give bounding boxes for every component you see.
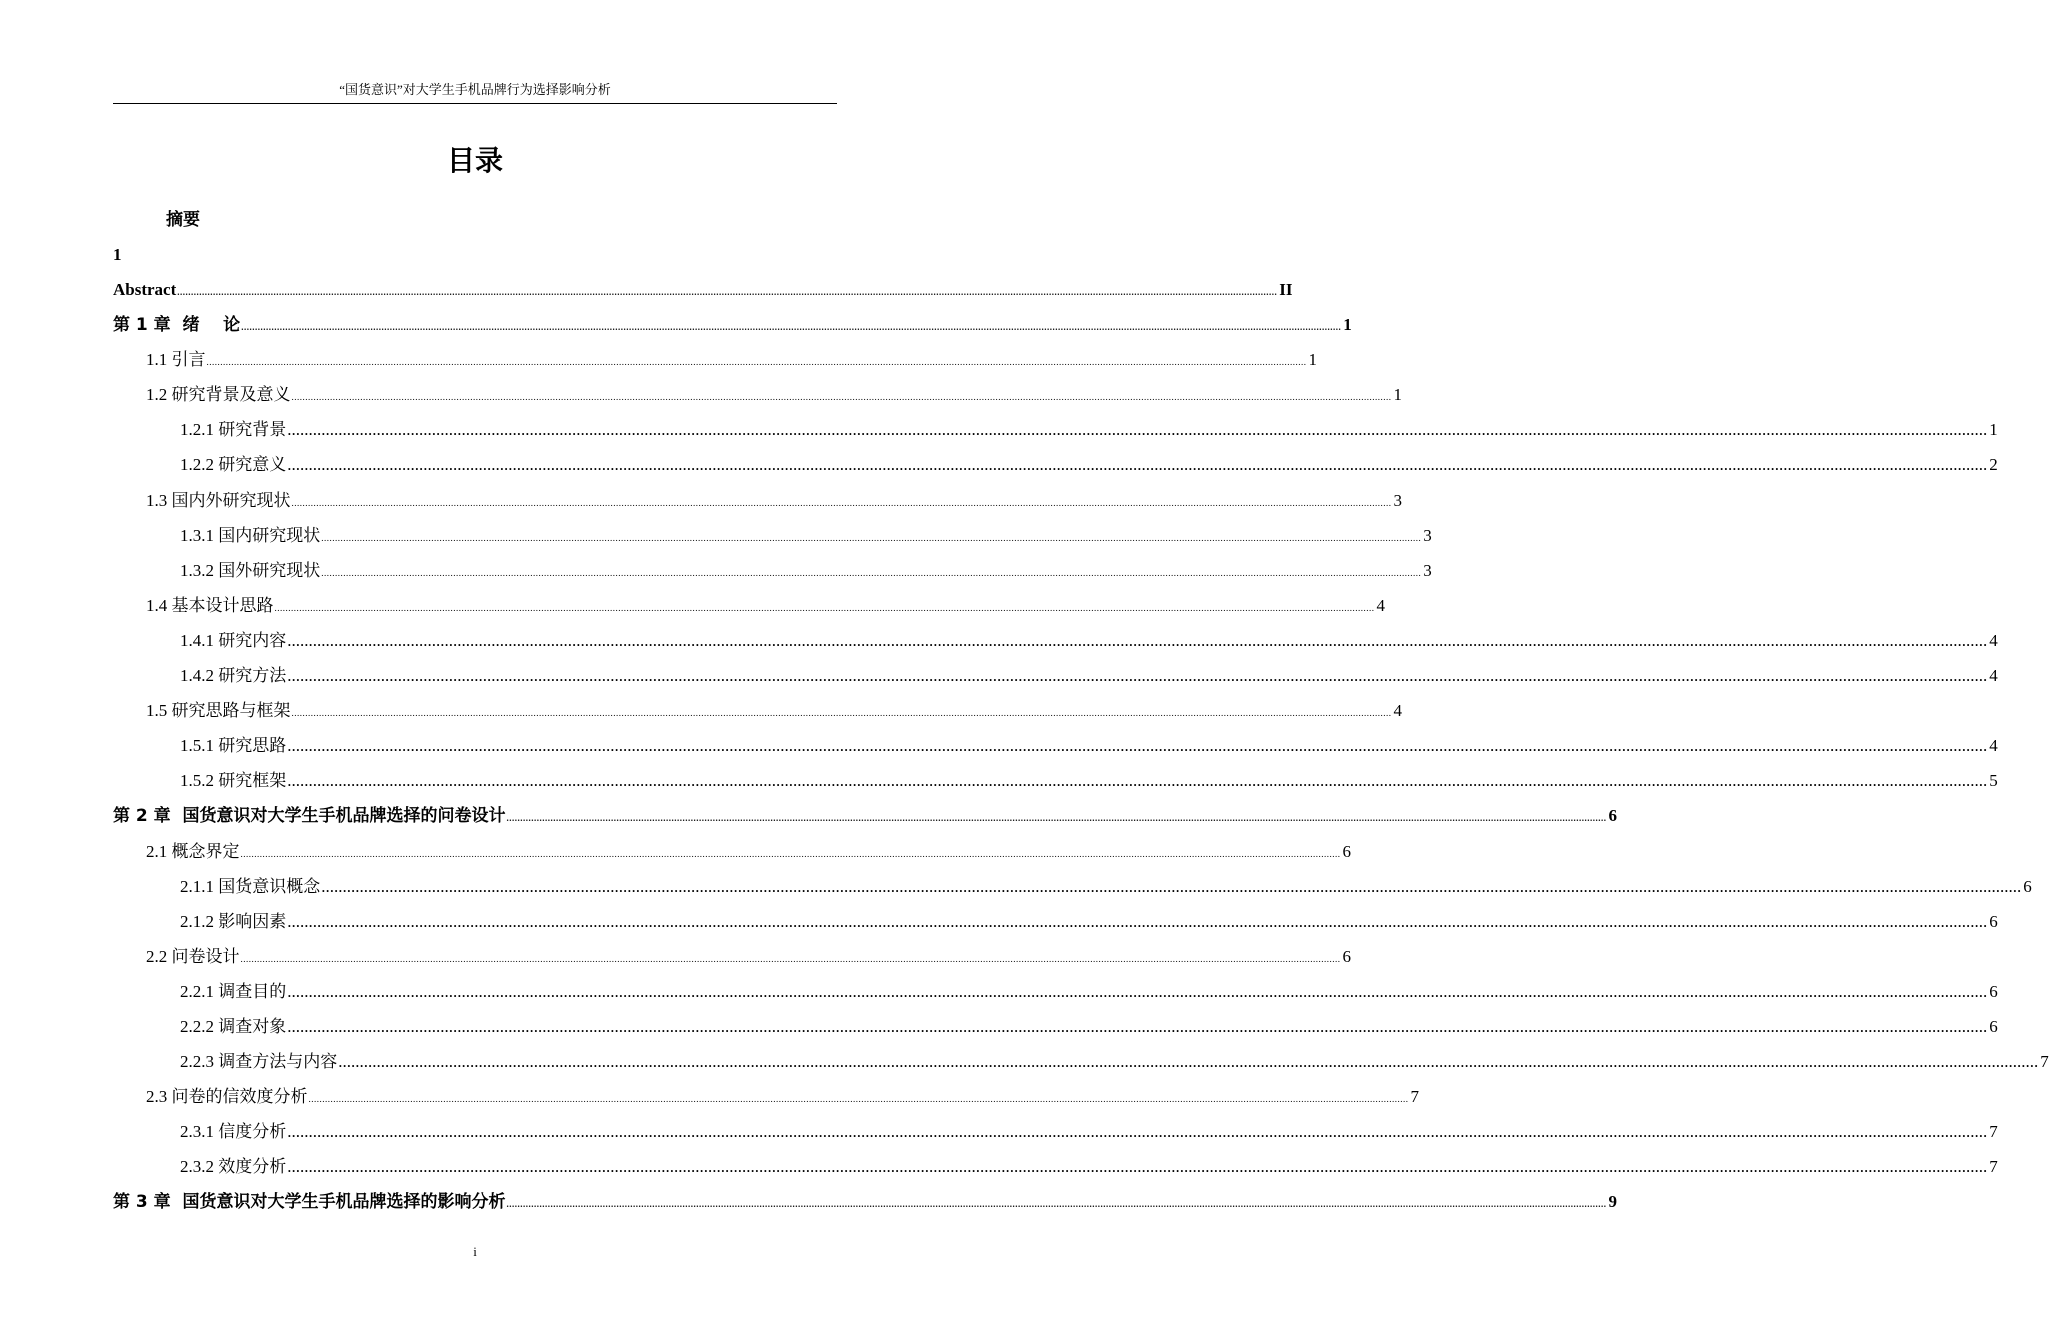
toc-entry-page: 9 [1608,1192,1618,1212]
header-divider [113,103,837,104]
toc-entry-label: 2.3 问卷的信效度分析 [146,1087,308,1107]
toc-entry[interactable] [113,1190,1618,1225]
toc-entry[interactable] [113,629,1998,664]
toc-entry-page: 6 [1989,981,1998,1001]
toc-dot-leader: ................................................................................................................................................................................................................................................................................................................................................................................................................ [287,1157,1988,1177]
toc-dot-leader: ................................................................................................................................................................................................................................................................................................................................................................................................................ [287,666,1988,686]
toc-dot-leader: ................................................................................................................................................................................................................................................................................................................................................................................................................ [287,981,1988,1001]
toc-entry[interactable] [113,453,1998,488]
toc-entry[interactable] [113,383,1402,418]
toc-entry-label: 1.3.1 国内研究现状 [180,525,321,545]
toc-entry-page: 5 [1989,771,1998,791]
toc-entry-label: 1.5.2 研究框架 [180,771,287,791]
toc-dot-leader: ................................................................................................................................................................................................................................................................................................................................................................................................................ [274,602,1375,613]
toc-entry-page: 4 [1989,630,1998,650]
toc-entry[interactable] [113,769,1998,804]
toc-entry-label: 1.2.1 研究背景 [180,420,287,440]
toc-dot-leader: ................................................................................................................................................................................................................................................................................................................................................................................................................ [287,1122,1988,1142]
toc-entry-label: 1.2.2 研究意义 [180,455,287,475]
toc-entry-label: 1.3 国内外研究现状 [146,490,291,510]
toc-dot-leader: ................................................................................................................................................................................................................................................................................................................................................................................................................ [241,322,1342,333]
toc-dot-leader: ................................................................................................................................................................................................................................................................................................................................................................................................................ [240,848,1341,859]
toc-entry-page: 7 [1410,1087,1419,1107]
toc-dot-leader: ................................................................................................................................................................................................................................................................................................................................................................................................................ [206,357,1307,368]
toc-entry[interactable] [113,524,1432,559]
toc-entry-page: 3 [1393,490,1402,510]
toc-entry-page: II [1279,280,1293,299]
toc-dot-leader: ................................................................................................................................................................................................................................................................................................................................................................................................................ [177,287,1278,297]
toc-entry-label: 2.2.3 调查方法与内容 [180,1052,338,1072]
toc-entry-page: 7 [1989,1157,1998,1177]
toc-dot-leader: ................................................................................................................................................................................................................................................................................................................................................................................................................ [287,630,1988,650]
toc-dot-leader: ................................................................................................................................................................................................................................................................................................................................................................................................................ [506,813,1607,824]
toc-dot-leader: ................................................................................................................................................................................................................................................................................................................................................................................................................ [287,420,1988,440]
toc-entry[interactable] [113,489,1402,524]
toc-entry[interactable] [113,875,2032,910]
toc-entry[interactable] [113,559,1432,594]
toc-entry-page: 4 [1376,595,1385,615]
toc-entry[interactable] [113,840,1351,875]
toc-dot-leader: ................................................................................................................................................................................................................................................................................................................................................................................................................ [506,1199,1607,1210]
toc-dot-leader: ................................................................................................................................................................................................................................................................................................................................................................................................................ [240,953,1341,964]
table-of-contents [113,278,2049,1226]
toc-entry-page: 4 [1393,701,1402,721]
toc-dot-leader: ................................................................................................................................................................................................................................................................................................................................................................................................................ [291,392,1392,403]
toc-entry-label: 2.3.1 信度分析 [180,1122,287,1142]
toc-entry-label: 1.5 研究思路与框架 [146,701,291,721]
toc-entry-page: 6 [1608,806,1618,826]
toc-entry[interactable] [113,594,1385,629]
toc-entry[interactable] [113,734,1998,769]
toc-entry[interactable] [113,348,1317,383]
toc-entry[interactable] [113,699,1402,734]
toc-entry-abstract-cn-label[interactable]: 摘要 [166,210,200,230]
toc-entry-label: 2.2.1 调查目的 [180,981,287,1001]
toc-entry-label: 2.1.1 国货意识概念 [180,876,321,896]
toc-entry[interactable] [113,1085,1419,1120]
toc-entry-page: 6 [1342,841,1351,861]
toc-dot-leader: ................................................................................................................................................................................................................................................................................................................................................................................................................ [291,708,1392,719]
toc-entry-label: 第 2 章 国货意识对大学生手机品牌选择的问卷设计 [113,806,506,827]
toc-entry-page: 7 [2040,1052,2049,1072]
toc-entry-page: 1 [1343,315,1352,335]
toc-entry-page: 1 [1989,420,1998,440]
toc-entry-label: 2.2.2 调查对象 [180,1016,287,1036]
toc-entry-page: 6 [2023,876,2032,896]
toc-entry-page: 6 [1342,946,1351,966]
toc-entry[interactable] [113,1050,2049,1085]
page-title: 目录 [446,144,503,177]
toc-entry-label: 2.1 概念界定 [146,841,240,861]
toc-entry-label: 1.4 基本设计思路 [146,595,274,615]
running-header: “国货意识”对大学生手机品牌行为选择影响分析 [339,82,611,97]
toc-entry[interactable] [113,1015,1998,1050]
toc-dot-leader: ................................................................................................................................................................................................................................................................................................................................................................................................................ [338,1052,2039,1072]
toc-entry-label: 1.2 研究背景及意义 [146,385,291,405]
toc-dot-leader: ................................................................................................................................................................................................................................................................................................................................................................................................................ [321,876,2022,896]
toc-entry-label: 1.4.2 研究方法 [180,666,287,686]
toc-entry[interactable] [113,1155,1998,1190]
toc-entry-page: 1 [1308,350,1317,370]
toc-dot-leader: ................................................................................................................................................................................................................................................................................................................................................................................................................ [321,532,1422,543]
toc-dot-leader: ................................................................................................................................................................................................................................................................................................................................................................................................................ [321,567,1422,578]
toc-entry-abstract-cn-page: 1 [113,245,122,264]
toc-entry[interactable] [113,278,1293,313]
toc-entry-page: 2 [1989,455,1998,475]
toc-entry-page: 4 [1989,736,1998,756]
toc-dot-leader: ................................................................................................................................................................................................................................................................................................................................................................................................................ [291,497,1392,508]
toc-entry-page: 6 [1989,911,1998,931]
toc-entry-label: 1.4.1 研究内容 [180,630,287,650]
toc-entry-page: 3 [1423,560,1432,580]
toc-entry-page: 4 [1989,666,1998,686]
toc-entry-page: 1 [1393,385,1402,405]
toc-entry[interactable] [113,664,1998,699]
toc-entry-label: 1.3.2 国外研究现状 [180,560,321,580]
toc-dot-leader: ................................................................................................................................................................................................................................................................................................................................................................................................................ [308,1094,1409,1105]
page-number: i [473,1244,477,1259]
toc-entry-page: 6 [1989,1016,1998,1036]
toc-entry-label: Abstract [113,280,177,299]
toc-entry-label: 1.5.1 研究思路 [180,736,287,756]
toc-entry-label: 第 3 章 国货意识对大学生手机品牌选择的影响分析 [113,1192,506,1213]
toc-entry[interactable] [113,1120,1998,1155]
toc-entry-label: 2.2 问卷设计 [146,946,240,966]
toc-dot-leader: ................................................................................................................................................................................................................................................................................................................................................................................................................ [287,911,1988,931]
toc-entry[interactable] [113,418,1998,453]
toc-dot-leader: ................................................................................................................................................................................................................................................................................................................................................................................................................ [287,1016,1988,1036]
toc-entry-label: 第 1 章 绪 论 [113,315,241,336]
toc-entry-page: 7 [1989,1122,1998,1142]
toc-entry[interactable] [113,980,1998,1015]
toc-entry-label: 1.1 引言 [146,350,206,370]
toc-entry[interactable] [113,313,1352,348]
toc-entry-label: 2.3.2 效度分析 [180,1157,287,1177]
toc-entry[interactable] [113,910,1998,945]
toc-entry-page: 3 [1423,525,1432,545]
toc-dot-leader: ................................................................................................................................................................................................................................................................................................................................................................................................................ [287,455,1988,475]
toc-entry-label: 2.1.2 影响因素 [180,911,287,931]
toc-dot-leader: ................................................................................................................................................................................................................................................................................................................................................................................................................ [287,771,1988,791]
toc-entry[interactable] [113,804,1618,839]
toc-entry[interactable] [113,945,1351,980]
toc-dot-leader: ................................................................................................................................................................................................................................................................................................................................................................................................................ [287,736,1988,756]
